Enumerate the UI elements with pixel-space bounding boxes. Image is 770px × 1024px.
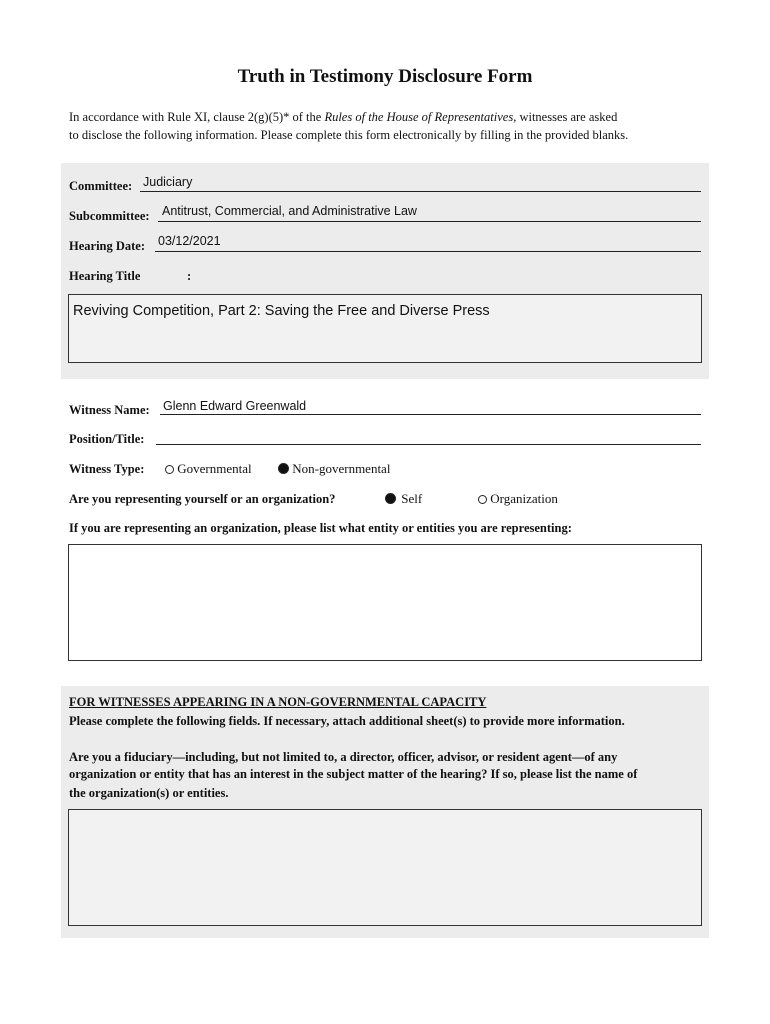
hearing-date-field-line[interactable] bbox=[155, 251, 701, 252]
intro-italic-rules: Rules of the House of Representatives bbox=[324, 110, 514, 124]
intro-text-2: , witnesses are asked bbox=[513, 110, 618, 124]
nongovernmental-heading: FOR WITNESSES APPEARING IN A NON-GOVERNMENTAL CAPACITY bbox=[69, 695, 487, 709]
representing-option-self[interactable] bbox=[385, 491, 422, 507]
fiduciary-question-line-1: Are you a fiduciary—including, but not limited to, a director, officer, advisor, or resident agent—of any bbox=[69, 750, 618, 764]
position-title-label: Position/Title: bbox=[69, 432, 145, 446]
position-title-field-line[interactable] bbox=[156, 444, 701, 445]
radio-governmental[interactable] bbox=[165, 465, 174, 474]
organization-entities-field[interactable] bbox=[68, 544, 702, 661]
intro-text-3: to disclose the following information. Please complete this form electronically by filling in the provided blanks. bbox=[69, 128, 629, 142]
witness-type-label: Witness Type: bbox=[69, 462, 145, 476]
governmental-option-label: Governmental bbox=[177, 461, 252, 476]
organization-option-label: Organization bbox=[490, 491, 558, 506]
witness-type-option-governmental[interactable] bbox=[165, 461, 252, 477]
subcommittee-label: Subcommittee: bbox=[69, 209, 150, 223]
hearing-title-colon: : bbox=[187, 269, 192, 283]
intro-paragraph bbox=[69, 108, 709, 144]
hearing-title-value: Reviving Competition, Part 2: Saving the Free and Diverse Press bbox=[73, 303, 490, 319]
witness-name-label: Witness Name: bbox=[69, 403, 150, 417]
subcommittee-field-line[interactable] bbox=[158, 221, 701, 222]
radio-organization[interactable] bbox=[478, 495, 487, 504]
intro-text-1: In accordance with Rule XI, clause 2(g)(5)* of the bbox=[69, 110, 325, 124]
subcommittee-value[interactable]: Antitrust, Commercial, and Administrative Law bbox=[162, 204, 417, 218]
representing-option-organization[interactable] bbox=[478, 491, 558, 507]
nongovernmental-instructions: Please complete the following fields. If necessary, attach additional sheet(s) to provide more information. bbox=[69, 714, 625, 728]
witness-name-field-line[interactable] bbox=[160, 414, 701, 415]
witness-name-value[interactable]: Glenn Edward Greenwald bbox=[163, 399, 307, 413]
organization-prompt: If you are representing an organization, please list what entity or entities you are representing: bbox=[69, 521, 572, 535]
hearing-date-value[interactable]: 03/12/2021 bbox=[158, 234, 221, 248]
committee-value[interactable]: Judiciary bbox=[143, 175, 193, 189]
hearing-date-label: Hearing Date: bbox=[69, 239, 146, 253]
representing-label: Are you representing yourself or an organization? bbox=[69, 492, 336, 506]
radio-self-selected[interactable] bbox=[385, 493, 396, 504]
committee-label: Committee: bbox=[69, 179, 133, 193]
nongovernmental-option-label: Non-governmental bbox=[292, 461, 391, 476]
form-title: Truth in Testimony Disclosure Form bbox=[237, 66, 533, 87]
fiduciary-organizations-field[interactable] bbox=[68, 809, 702, 926]
radio-nongovernmental-selected[interactable] bbox=[278, 463, 289, 474]
hearing-title-label: Hearing Title bbox=[69, 269, 141, 283]
witness-type-option-nongovernmental[interactable] bbox=[278, 461, 390, 477]
committee-field-line[interactable] bbox=[140, 191, 701, 192]
hearing-title-field[interactable] bbox=[68, 294, 702, 363]
self-option-label: Self bbox=[401, 491, 423, 506]
fiduciary-question-line-2: organization or entity that has an interest in the subject matter of the hearing? If so, please list the name of bbox=[69, 767, 638, 781]
fiduciary-question-line-3: the organization(s) or entities. bbox=[69, 786, 229, 800]
